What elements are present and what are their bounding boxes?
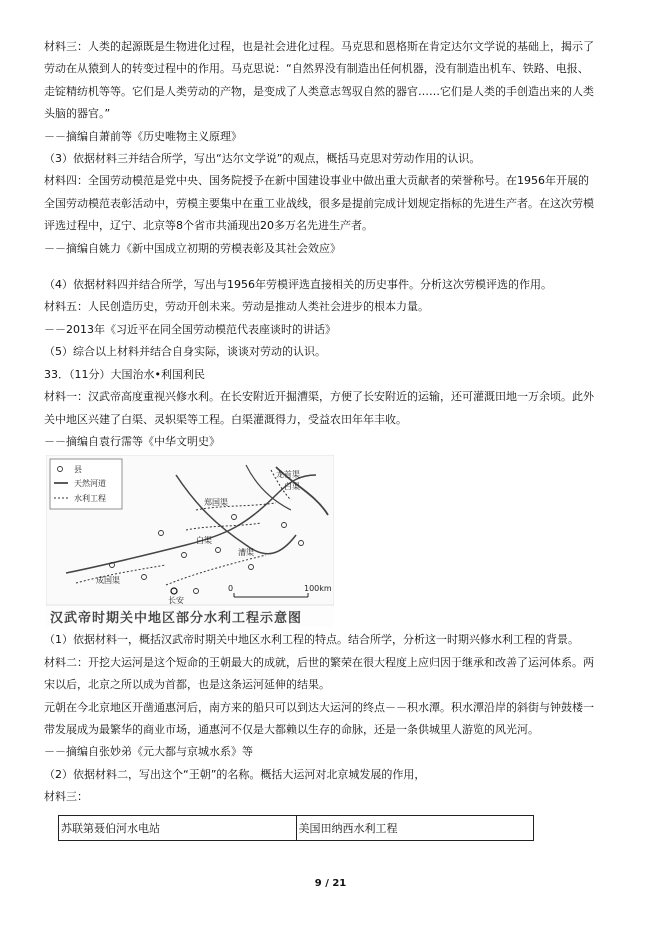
place-changan: 长安: [168, 596, 184, 606]
legend-canal: 水利工程: [74, 494, 106, 504]
place-longshou: 龙首渠: [276, 470, 300, 480]
scale-end: 100km: [304, 584, 332, 594]
table-cell-left: 苏联第聂伯河水电站: [59, 815, 297, 840]
place-caoqu: 漕渠: [238, 548, 254, 558]
place-baiqu: 白渠: [196, 536, 212, 546]
text-line: （2）依据材料二，写出这个“王朝”的名称。概括大运河对北京城发展的作用，: [44, 767, 426, 781]
text-line: （5）综合以上材料并结合自身实际，谈谈对劳动的认识。: [44, 345, 326, 359]
table-cell-right: 美国田纳西水利工程: [296, 815, 534, 840]
text-line: －－2013年《习近平在同全国劳动模范代表座谈时的讲话》: [44, 322, 336, 336]
text-line: 材料一：汉武帝高度重视兴修水利。在长安附近开掘漕渠，方便了长安附近的运输，还可灌溉田地一万余顷。此外: [44, 390, 594, 404]
text-block-b: [44, 274, 628, 453]
text-line: 元朝在今北京地区开凿通惠河后，南方来的船只可以到达大运河的终点－－积水潭。积水潭沿岸的斜街与钟鼓楼一: [44, 700, 594, 714]
document-page: [44, 36, 628, 841]
legend-county: 县: [74, 465, 82, 475]
table-row: [59, 815, 534, 840]
text-line: 全国劳动模范表彰活动中，劳模主要集中在重工业战线，很多是提前完成计划规定指标的先进生产者。在这次劳模: [44, 196, 594, 210]
text-line: （1）依据材料一，概括汉武帝时期关中地区水利工程的特点。结合所学，分析这一时期兴修水利工程的背景。: [44, 633, 579, 647]
text-block-c: [44, 629, 628, 808]
place-chengguo: 成国渠: [96, 576, 120, 586]
text-line: 材料三：人类的起源既是生物进化过程，也是社会进化过程。马克思和恩格斯在肯定达尔文学说的基础上，揭示了: [44, 40, 594, 53]
text-line: （4）依据材料四并结合所学，写出与1956年劳模评选直接相关的历史事件。分析这次劳模评选的作用。: [44, 278, 552, 292]
text-line: 材料二：开挖大运河是这个短命的王朝最大的成就，后世的繁荣在很大程度上应归因于继承和改善了运河体系。两: [44, 655, 594, 669]
map-caption: 汉武帝时期关中地区部分水利工程示意图: [50, 611, 303, 627]
place-baiqu-2: 白渠: [284, 482, 300, 492]
place-zhengguo: 郑国渠: [204, 498, 228, 508]
materials-table: [58, 815, 534, 841]
text-line: （3）依据材料三并结合所学，写出“达尔文学说”的观点，概括马克思对劳动作用的认识。: [44, 152, 481, 166]
text-line: 头脑的器官。”: [44, 107, 111, 121]
text-line: 33．（11分）大国治水•利国利民: [44, 367, 205, 381]
page-number: 9 / 21: [314, 878, 347, 889]
text-line: 材料五：人民创造历史，劳动开创未来。劳动是推动人类社会进步的根本力量。: [44, 300, 429, 314]
text-line: －－摘编自袁行霈等《中华文明史》: [44, 434, 220, 448]
text-line: －－摘编自萧前等《历史唯物主义原理》: [44, 129, 242, 143]
text-line: 带发展成为最繁华的商业市场，通惠河不仅是大都赖以生存的命脉，还是一条供城里人游览的风光河。: [44, 722, 539, 736]
text-line: －－摘编自张妙弟《元大都与京城水系》等: [44, 745, 253, 759]
scale-zero: 0: [228, 584, 234, 594]
paragraph-gap: [44, 260, 628, 274]
water-works-map: [46, 455, 334, 627]
legend-river: 天然河道: [74, 479, 106, 489]
text-block-a: [44, 36, 628, 260]
text-line: 宋以后，北京之所以成为首都，也是这条运河延伸的结果。: [44, 678, 330, 692]
text-line: 劳动在从猿到人的转变过程中的作用。马克思说：“自然界没有制造出任何机器，没有制造出机车、铁路、电报、: [44, 62, 589, 76]
text-line: 材料四：全国劳动模范是党中央、国务院授予在新中国建设事业中做出重大贡献者的荣誉称号。在1956年开展的: [44, 174, 589, 188]
text-line: 评选过程中，辽宁、北京等8个省市共涌现出20多万名先进生产者。: [44, 219, 373, 233]
map-drawing: [46, 455, 334, 627]
text-line: 关中地区兴建了白渠、灵轵渠等工程。白渠灌溉得力，受益农田年年丰收。: [44, 412, 407, 426]
text-line: 材料三：: [44, 790, 88, 804]
text-line: 走锭精纺机等等。它们是人类劳动的产物，是变成了人类意志驾驭自然的器官……它们是人类的手创造出来的人类: [44, 84, 594, 98]
text-line: －－摘编自姚力《新中国成立初期的劳模表彰及其社会效应》: [44, 241, 341, 255]
